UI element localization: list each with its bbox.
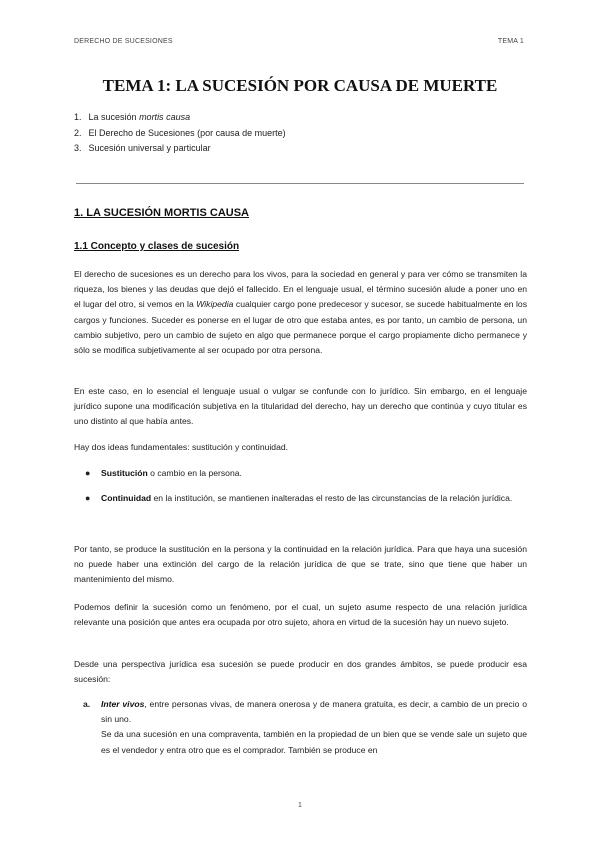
subsection-heading: 1.1 Concepto y clases de sucesión (74, 241, 240, 252)
toc-item-text: Sucesión universal y particular (88, 143, 211, 153)
toc-item-italic: mortis causa (139, 112, 191, 122)
paragraph-2: En este caso, en lo esencial el lenguaje usual o vulgar se confunde con lo jurídico. Sin embargo, en el lenguaje jurídico supone una modificación subjetiva en la titularidad del derecho, hay un derecho que continúa y cuyo titular es uno distinto al que había antes. (74, 386, 527, 427)
bullet-dot-icon: ● (85, 493, 91, 504)
toc-item (74, 126, 286, 142)
toc-item-text: La sucesión (88, 112, 140, 122)
running-header-left: DERECHO DE SUCESIONES (74, 38, 173, 45)
section-heading: 1. LA SUCESIÓN MORTIS CAUSA (74, 207, 249, 219)
toc-item-number: 3. (74, 143, 82, 153)
page-number: 1 (298, 802, 302, 809)
lettered-item-text: , entre personas vivas, de manera onerosa y de manera gratuita, es decir, a cambio de un precio o sin uno. (101, 699, 527, 725)
paragraph-1 (74, 267, 527, 358)
toc-item-number: 1. (74, 112, 82, 122)
lettered-item (74, 697, 527, 758)
bullet-text: o cambio en la persona. (147, 468, 242, 478)
paragraph-1-text-a: El derecho de sucesiones es un derecho para los vivos, para la sociedad en general y para ver cómo se transmiten la riqueza, los bienes y las deudas que dejó el fallecido. En el lenguaje usual, el término sucesión alude a poner uno en el lugar del otro, si vemos en la (74, 269, 527, 310)
lettered-item-label: a. (83, 699, 91, 709)
toc-item (74, 110, 286, 126)
bullet-text: en la institución, se mantienen inalteradas el resto de las circunstancias de la relación jurídica. (151, 493, 513, 504)
paragraph-5: Podemos definir la sucesión como un fenómeno, por el cual, un sujeto asume respecto de una relación jurídica relevante una posición que antes era ocupada por otro sujeto, ahora en virtud de la sucesión hay un nuevo sujeto. (74, 602, 527, 628)
paragraph-3: Hay dos ideas fundamentales: sustitución y continuidad. (74, 442, 289, 452)
table-of-contents (74, 110, 286, 157)
lettered-item-term: Inter vivos (101, 699, 145, 709)
lettered-item-continuation: Se da una sucesión en una compraventa, también en la propiedad de un bien que se vende sale un sujeto que es el vendedor y entra otro que es el comprador. También se produce en (101, 729, 527, 755)
wikipedia-reference: Wikipedia (196, 299, 234, 310)
paragraph-6: Desde una perspectiva jurídica esa sucesión se puede producir en dos grandes ámbitos, se puede producir esa sucesión: (74, 659, 527, 685)
bullet-dot-icon: ● (85, 468, 91, 478)
running-header-right: TEMA 1 (497, 38, 524, 45)
bullet-term: Sustitución (101, 468, 148, 478)
toc-item-number: 2. (74, 127, 82, 138)
bullet-item (74, 466, 527, 481)
paragraph-1-text-b: cualquier cargo pone predecesor y sucesor, se sucede habitualmente en los cargos y funciones. Suceder es ponerse en el lugar de otro que estaba antes, es por tanto, un cambio de persona, un cambio subjetivo, pero un cambio de sujeto en algo que permanece porque el cargo propiamente dicho permanece y sólo se modifica subjetivamente al ser ocupado por otra persona. (74, 299, 527, 356)
bullet-item (74, 491, 527, 506)
bullet-term: Continuidad (101, 493, 152, 504)
horizontal-divider (76, 183, 524, 184)
toc-item (74, 141, 286, 157)
document-title: TEMA 1: LA SUCESIÓN POR CAUSA DE MUERTE (102, 76, 498, 95)
paragraph-4: Por tanto, se produce la sustitución en la persona y la continuidad en la relación jurídica. Para que haya una sucesión no puede haber una extinción del cargo de la relación jurídica de que se trate, sino que tiene que haber un mantenimiento del mismo. (74, 544, 527, 585)
toc-item-text: El Derecho de Sucesiones (por causa de muerte) (88, 127, 286, 138)
lettered-list (74, 697, 527, 758)
bullet-list (74, 466, 527, 506)
